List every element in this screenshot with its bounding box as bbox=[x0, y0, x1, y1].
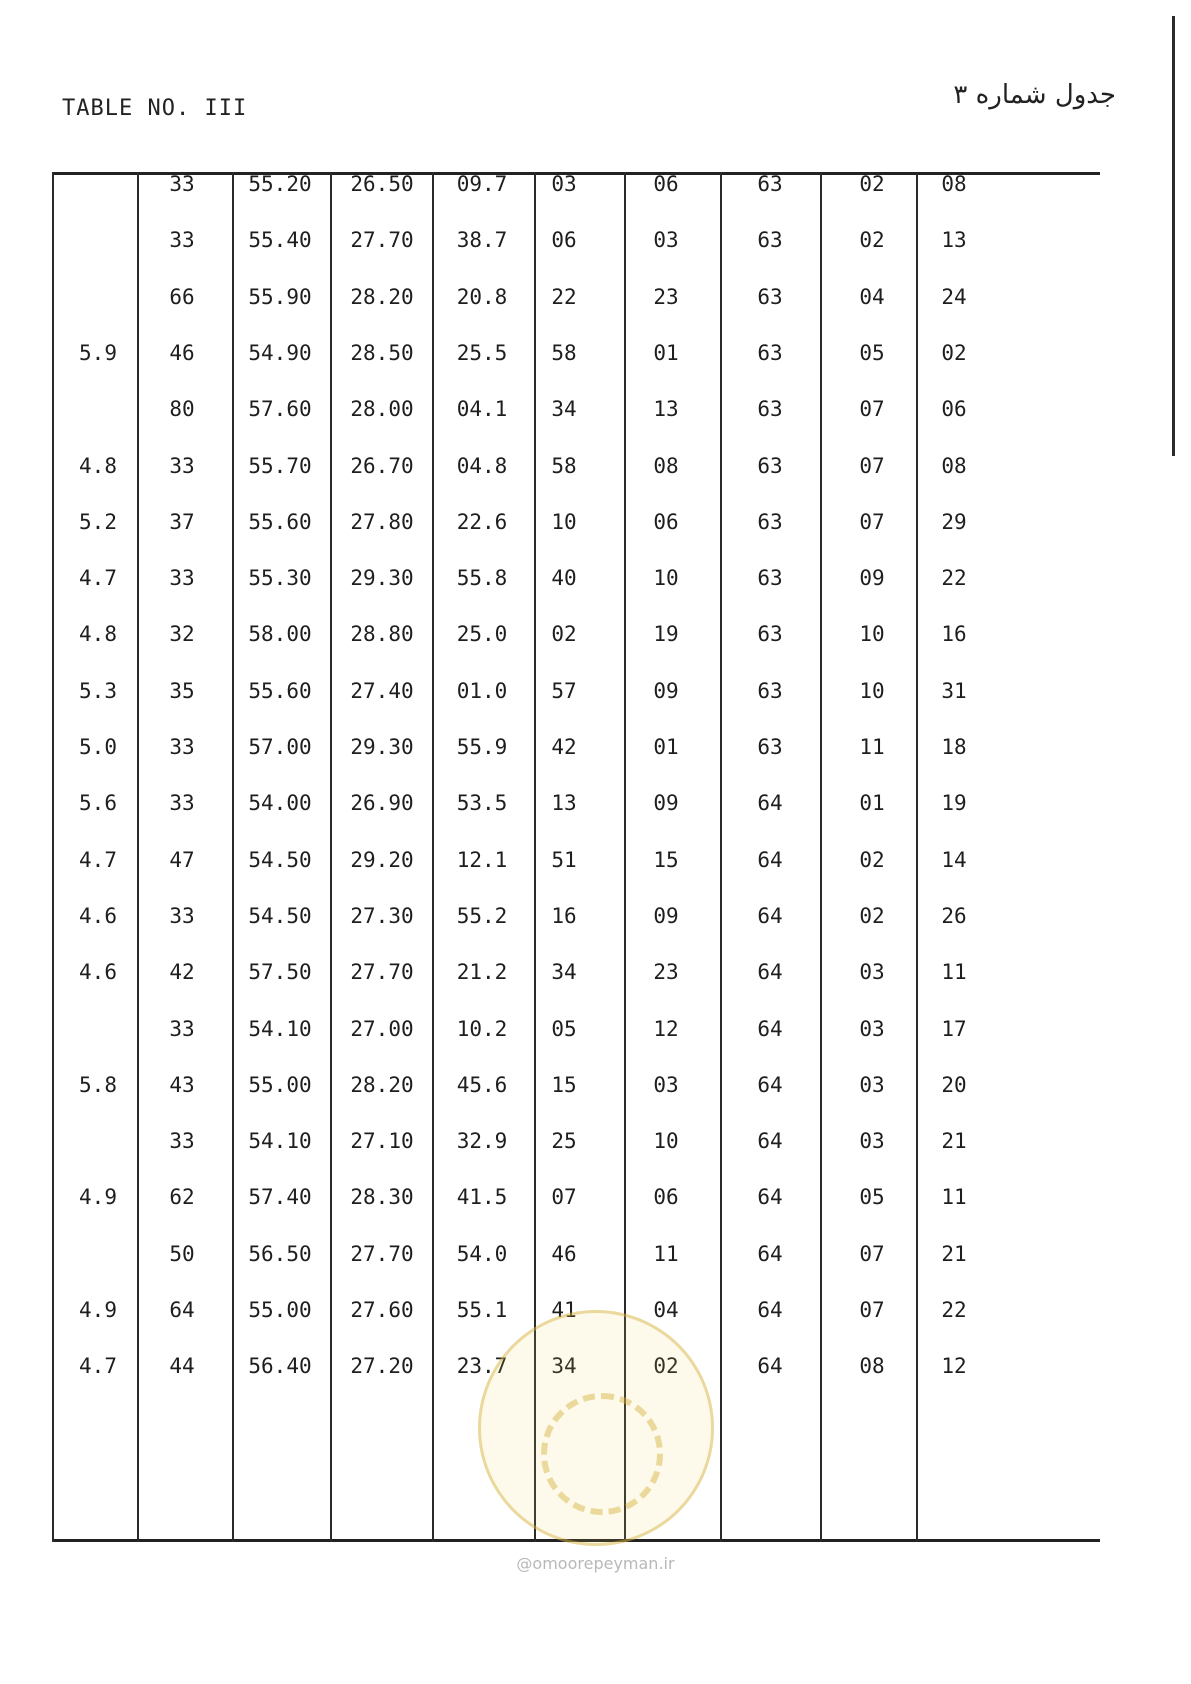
table-cell: 25 bbox=[551, 1129, 577, 1153]
table-cell: 33 bbox=[169, 735, 195, 759]
watermark-gear-icon bbox=[541, 1393, 663, 1515]
table-cell: 06 bbox=[653, 510, 679, 534]
table-cell: 07 bbox=[859, 397, 885, 421]
table-cell: 09 bbox=[653, 679, 679, 703]
table-cell: 33 bbox=[169, 454, 195, 478]
table-cell: 57.40 bbox=[248, 1185, 312, 1209]
table-cell: 22 bbox=[551, 285, 577, 309]
table-cell: 07 bbox=[859, 1298, 885, 1322]
table-cell: 57.60 bbox=[248, 397, 312, 421]
table-cell: 58.00 bbox=[248, 622, 312, 646]
table-cell: 40 bbox=[551, 566, 577, 590]
table-cell: 07 bbox=[551, 1185, 577, 1209]
table-cell: 63 bbox=[757, 510, 783, 534]
table-cell: 55.2 bbox=[456, 904, 508, 928]
table-cell: 29.20 bbox=[350, 848, 414, 872]
table-cell: 56.50 bbox=[248, 1242, 312, 1266]
table-cell: 09 bbox=[653, 791, 679, 815]
table-cell: 02 bbox=[859, 848, 885, 872]
table-cell: 06 bbox=[653, 1185, 679, 1209]
table-cell: 64 bbox=[757, 848, 783, 872]
table-cell: 04.8 bbox=[456, 454, 508, 478]
table-cell: 50 bbox=[169, 1242, 195, 1266]
table-cell: 15 bbox=[551, 1073, 577, 1097]
table-cell: 64 bbox=[757, 1242, 783, 1266]
table-cell: 27.20 bbox=[350, 1354, 414, 1378]
table-cell: 18 bbox=[941, 735, 967, 759]
table-cell: 06 bbox=[941, 397, 967, 421]
table-cell: 12 bbox=[941, 1354, 967, 1378]
table-cell: 46 bbox=[551, 1242, 577, 1266]
table-cell: 55.60 bbox=[248, 679, 312, 703]
table-cell: 28.20 bbox=[350, 285, 414, 309]
watermark-seal-icon bbox=[478, 1310, 714, 1546]
table-cell: 63 bbox=[757, 397, 783, 421]
table-cell: 56.40 bbox=[248, 1354, 312, 1378]
table-cell: 58 bbox=[551, 454, 577, 478]
table-cell: 01 bbox=[859, 791, 885, 815]
table-cell: 01 bbox=[653, 735, 679, 759]
table-cell: 29.30 bbox=[350, 735, 414, 759]
table-cell: 02 bbox=[859, 904, 885, 928]
table-cell: 02 bbox=[859, 172, 885, 196]
table-cell: 13 bbox=[551, 791, 577, 815]
table-cell: 57.00 bbox=[248, 735, 312, 759]
table-cell: 11 bbox=[941, 1185, 967, 1209]
table-cell: 27.70 bbox=[350, 228, 414, 252]
table-cell: 55.1 bbox=[456, 1298, 508, 1322]
table-cell: 54.10 bbox=[248, 1129, 312, 1153]
table-cell: 41.5 bbox=[456, 1185, 508, 1209]
table-cell: 27.30 bbox=[350, 904, 414, 928]
table-cell: 12 bbox=[653, 1017, 679, 1041]
table-cell: 12.1 bbox=[456, 848, 508, 872]
table-cell: 33 bbox=[169, 791, 195, 815]
page-edge-line bbox=[1172, 16, 1175, 456]
table-cell: 23 bbox=[653, 960, 679, 984]
table-cell: 25.5 bbox=[456, 341, 508, 365]
table-cell: 66 bbox=[169, 285, 195, 309]
table-cell: 03 bbox=[653, 228, 679, 252]
table-cell: 22 bbox=[941, 566, 967, 590]
table-cell: 42 bbox=[169, 960, 195, 984]
watermark-text: @omoorepeyman.ir bbox=[516, 1554, 675, 1573]
table-cell: 25.0 bbox=[456, 622, 508, 646]
table-cell: 05 bbox=[859, 1185, 885, 1209]
table-cell: 01.0 bbox=[456, 679, 508, 703]
table-cell: 06 bbox=[653, 172, 679, 196]
table-cell: 55.90 bbox=[248, 285, 312, 309]
table-cell: 20 bbox=[941, 1073, 967, 1097]
table-cell: 03 bbox=[653, 1073, 679, 1097]
table-cell: 4.8 bbox=[79, 622, 117, 646]
table-cell: 55.00 bbox=[248, 1298, 312, 1322]
table-title-en: TABLE NO. III bbox=[62, 96, 248, 121]
table-cell: 55.70 bbox=[248, 454, 312, 478]
table-cell: 5.0 bbox=[79, 735, 117, 759]
table-cell: 03 bbox=[859, 1129, 885, 1153]
table-cell: 21 bbox=[941, 1242, 967, 1266]
table-cell: 23 bbox=[653, 285, 679, 309]
table-cell: 63 bbox=[757, 228, 783, 252]
table-cell: 26.50 bbox=[350, 172, 414, 196]
table-cell: 38.7 bbox=[456, 228, 508, 252]
table-cell: 34 bbox=[551, 1354, 577, 1378]
table-cell: 10 bbox=[859, 622, 885, 646]
table-cell: 19 bbox=[653, 622, 679, 646]
table-cell: 63 bbox=[757, 679, 783, 703]
table-cell: 63 bbox=[757, 285, 783, 309]
table-cell: 5.8 bbox=[79, 1073, 117, 1097]
table-cell: 57 bbox=[551, 679, 577, 703]
table-cell: 08 bbox=[653, 454, 679, 478]
table-cell: 33 bbox=[169, 228, 195, 252]
table-cell: 55.40 bbox=[248, 228, 312, 252]
table-cell: 58 bbox=[551, 341, 577, 365]
table-cell: 04 bbox=[859, 285, 885, 309]
table-cell: 33 bbox=[169, 172, 195, 196]
table-cell: 54.0 bbox=[456, 1242, 508, 1266]
table-cell: 28.50 bbox=[350, 341, 414, 365]
table-cell: 42 bbox=[551, 735, 577, 759]
table-cell: 35 bbox=[169, 679, 195, 703]
table-cell: 63 bbox=[757, 566, 783, 590]
table-cell: 63 bbox=[757, 735, 783, 759]
table-cell: 55.20 bbox=[248, 172, 312, 196]
table-cell: 63 bbox=[757, 341, 783, 365]
table-cell: 28.80 bbox=[350, 622, 414, 646]
table-cell: 28.20 bbox=[350, 1073, 414, 1097]
table-cell: 27.40 bbox=[350, 679, 414, 703]
table-cell: 03 bbox=[859, 960, 885, 984]
table-cell: 55.9 bbox=[456, 735, 508, 759]
table-cell: 4.9 bbox=[79, 1298, 117, 1322]
table-cell: 13 bbox=[941, 228, 967, 252]
table-cell: 54.50 bbox=[248, 848, 312, 872]
table-cell: 33 bbox=[169, 566, 195, 590]
table-cell: 62 bbox=[169, 1185, 195, 1209]
table-cell: 24 bbox=[941, 285, 967, 309]
table-cell: 26.90 bbox=[350, 791, 414, 815]
table-cell: 10.2 bbox=[456, 1017, 508, 1041]
table-cell: 37 bbox=[169, 510, 195, 534]
table-cell: 45.6 bbox=[456, 1073, 508, 1097]
table-cell: 47 bbox=[169, 848, 195, 872]
table-cell: 02 bbox=[941, 341, 967, 365]
table-cell: 41 bbox=[551, 1298, 577, 1322]
table-cell: 22 bbox=[941, 1298, 967, 1322]
table-cell: 21 bbox=[941, 1129, 967, 1153]
table-cell: 22.6 bbox=[456, 510, 508, 534]
table-cell: 4.7 bbox=[79, 566, 117, 590]
table-cell: 27.60 bbox=[350, 1298, 414, 1322]
table-cell: 64 bbox=[757, 1129, 783, 1153]
table-cell: 4.7 bbox=[79, 1354, 117, 1378]
table-cell: 64 bbox=[757, 1017, 783, 1041]
table-cell: 44 bbox=[169, 1354, 195, 1378]
table-cell: 63 bbox=[757, 622, 783, 646]
table-cell: 02 bbox=[653, 1354, 679, 1378]
table-cell: 01 bbox=[653, 341, 679, 365]
table-cell: 21.2 bbox=[456, 960, 508, 984]
table-cell: 55.60 bbox=[248, 510, 312, 534]
table-cell: 5.9 bbox=[79, 341, 117, 365]
table-cell: 31 bbox=[941, 679, 967, 703]
table-cell: 06 bbox=[551, 228, 577, 252]
table-cell: 33 bbox=[169, 904, 195, 928]
table-cell: 16 bbox=[941, 622, 967, 646]
table-cell: 07 bbox=[859, 454, 885, 478]
table-cell: 27.70 bbox=[350, 1242, 414, 1266]
table-cell: 64 bbox=[757, 1185, 783, 1209]
table-cell: 10 bbox=[859, 679, 885, 703]
table-cell: 64 bbox=[757, 1354, 783, 1378]
table-cell: 11 bbox=[941, 960, 967, 984]
table-cell: 34 bbox=[551, 960, 577, 984]
table-cell: 5.3 bbox=[79, 679, 117, 703]
table-cell: 14 bbox=[941, 848, 967, 872]
table-cell: 27.80 bbox=[350, 510, 414, 534]
table-cell: 4.6 bbox=[79, 960, 117, 984]
table-title-fa: جدول شماره ۳ bbox=[953, 80, 1116, 110]
table-cell: 20.8 bbox=[456, 285, 508, 309]
table-cell: 54.10 bbox=[248, 1017, 312, 1041]
table-cell: 03 bbox=[859, 1017, 885, 1041]
table-cell: 28.30 bbox=[350, 1185, 414, 1209]
table-cell: 57.50 bbox=[248, 960, 312, 984]
table-cell: 26.70 bbox=[350, 454, 414, 478]
table-cell: 54.50 bbox=[248, 904, 312, 928]
table-cell: 63 bbox=[757, 172, 783, 196]
table-cell: 64 bbox=[757, 904, 783, 928]
table-cell: 63 bbox=[757, 454, 783, 478]
table-cell: 33 bbox=[169, 1017, 195, 1041]
table-cell: 11 bbox=[653, 1242, 679, 1266]
table-cell: 29 bbox=[941, 510, 967, 534]
table-cell: 27.10 bbox=[350, 1129, 414, 1153]
table-cell: 19 bbox=[941, 791, 967, 815]
table-cell: 51 bbox=[551, 848, 577, 872]
table-cell: 27.70 bbox=[350, 960, 414, 984]
table-cell: 55.30 bbox=[248, 566, 312, 590]
table-cell: 4.6 bbox=[79, 904, 117, 928]
table-cell: 53.5 bbox=[456, 791, 508, 815]
table-cell: 11 bbox=[859, 735, 885, 759]
table-cell: 07 bbox=[859, 510, 885, 534]
table-cell: 5.2 bbox=[79, 510, 117, 534]
table-cell: 33 bbox=[169, 1129, 195, 1153]
table-cell: 10 bbox=[653, 1129, 679, 1153]
table-cell: 4.9 bbox=[79, 1185, 117, 1209]
table-cell: 64 bbox=[757, 1298, 783, 1322]
table-cell: 07 bbox=[859, 1242, 885, 1266]
table-cell: 55.00 bbox=[248, 1073, 312, 1097]
table-cell: 09 bbox=[653, 904, 679, 928]
table-cell: 05 bbox=[551, 1017, 577, 1041]
table-cell: 55.8 bbox=[456, 566, 508, 590]
table-cell: 32 bbox=[169, 622, 195, 646]
table-cell: 08 bbox=[859, 1354, 885, 1378]
table-cell: 32.9 bbox=[456, 1129, 508, 1153]
table-cell: 02 bbox=[551, 622, 577, 646]
table-cell: 64 bbox=[757, 1073, 783, 1097]
table-cell: 80 bbox=[169, 397, 195, 421]
table-cell: 13 bbox=[653, 397, 679, 421]
table-cell: 09.7 bbox=[456, 172, 508, 196]
table-cell: 46 bbox=[169, 341, 195, 365]
table-cell: 04.1 bbox=[456, 397, 508, 421]
table-cell: 03 bbox=[551, 172, 577, 196]
table-cell: 64 bbox=[169, 1298, 195, 1322]
table-cell: 03 bbox=[859, 1073, 885, 1097]
table-cell: 02 bbox=[859, 228, 885, 252]
table-cell: 16 bbox=[551, 904, 577, 928]
table-cell: 5.6 bbox=[79, 791, 117, 815]
table-cell: 27.00 bbox=[350, 1017, 414, 1041]
table-cell: 15 bbox=[653, 848, 679, 872]
table-cell: 09 bbox=[859, 566, 885, 590]
table-cell: 26 bbox=[941, 904, 967, 928]
table-cell: 10 bbox=[653, 566, 679, 590]
table-cell: 43 bbox=[169, 1073, 195, 1097]
table-cell: 64 bbox=[757, 791, 783, 815]
table-cell: 4.8 bbox=[79, 454, 117, 478]
table-cell: 17 bbox=[941, 1017, 967, 1041]
table-cell: 34 bbox=[551, 397, 577, 421]
table-cell: 04 bbox=[653, 1298, 679, 1322]
table-cell: 4.7 bbox=[79, 848, 117, 872]
table-cell: 08 bbox=[941, 454, 967, 478]
table-cell: 28.00 bbox=[350, 397, 414, 421]
table-cell: 54.00 bbox=[248, 791, 312, 815]
table-cell: 10 bbox=[551, 510, 577, 534]
table-cell: 23.7 bbox=[456, 1354, 508, 1378]
table-cell: 54.90 bbox=[248, 341, 312, 365]
table-cell: 08 bbox=[941, 172, 967, 196]
table-cell: 05 bbox=[859, 341, 885, 365]
table-cell: 29.30 bbox=[350, 566, 414, 590]
table-cell: 64 bbox=[757, 960, 783, 984]
